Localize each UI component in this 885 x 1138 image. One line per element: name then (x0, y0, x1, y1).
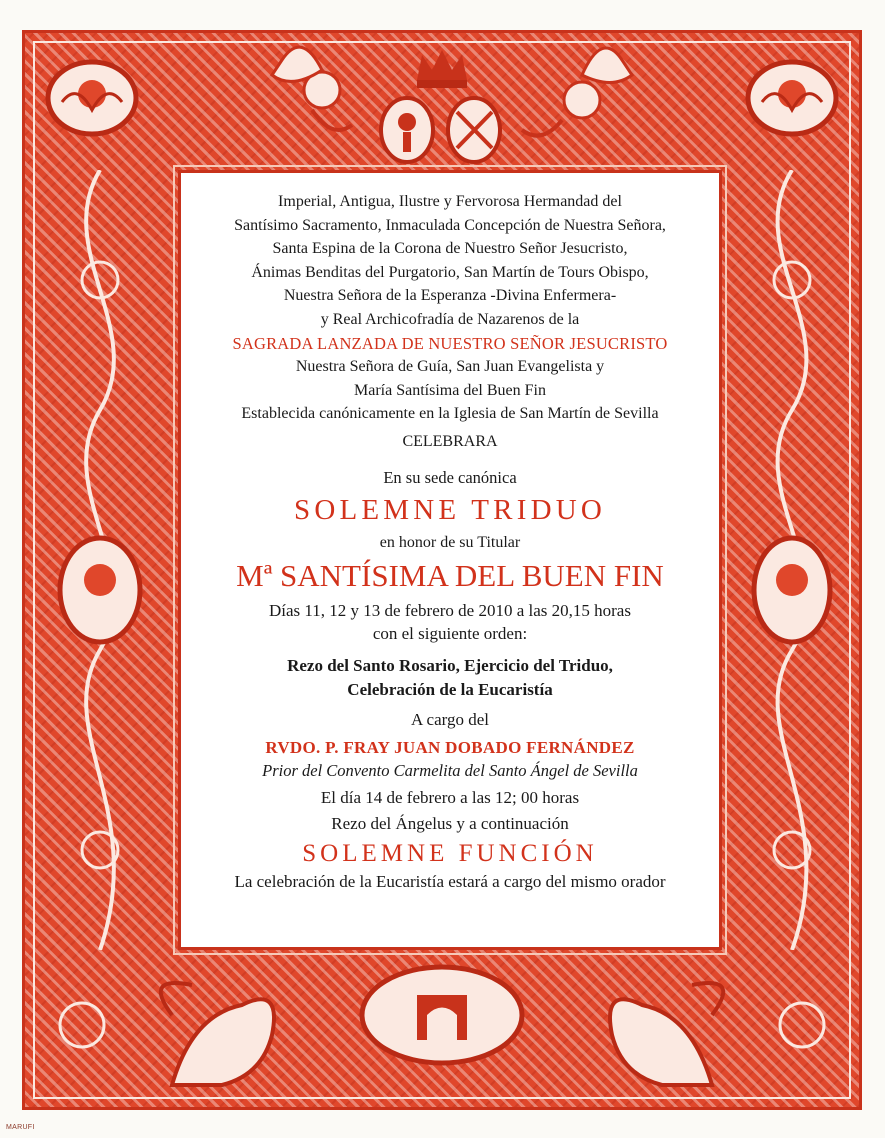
hermandad-line-9: Establecida canónicamente en la Iglesia de San Martín de Sevilla (241, 405, 659, 423)
cherub-medallion-icon (748, 62, 836, 134)
cherub-medallion-icon (754, 538, 830, 642)
griffin-icon (610, 983, 723, 1085)
dia14-text: El día 14 de febrero a las 12; 00 horas (320, 787, 580, 807)
prior-text: Prior del Convento Carmelita del Santo Ángel de Sevilla (262, 761, 638, 781)
right-side-ornament (722, 170, 862, 950)
church-facade-icon (362, 967, 522, 1063)
celebrara-heading: CELEBRARA (402, 432, 498, 450)
rezo-text: Rezo del Santo Rosario, Ejercicio del Triduo, (287, 655, 613, 675)
hermandad-line-2: Santísimo Sacramento, Inmaculada Concepción de Nuestra Señora, (234, 216, 666, 234)
hermandad-line-8: María Santísima del Buen Fin (354, 381, 546, 399)
hermandad-name: SAGRADA LANZADA DE NUESTRO SEÑOR JESUCRISTO (232, 333, 668, 353)
angel-icon (522, 48, 632, 136)
cherub-medallion-icon (48, 62, 136, 134)
hermandad-line-4: Ánimas Benditas del Purgatorio, San Martín de Tours Obispo, (251, 263, 649, 281)
order-text: con el siguiente orden: (372, 624, 528, 644)
titular-title: Mª SANTÍSIMA DEL BUEN FIN (236, 557, 664, 593)
announcement-text (178, 190, 722, 893)
hermandad-line-7: Nuestra Señora de Guía, San Juan Evangelista y (295, 358, 605, 376)
hermandad-line-6: y Real Archicofradía de Nazarenos de la (320, 310, 580, 328)
angel-icon (272, 47, 352, 130)
sede-text: En su sede canónica (383, 467, 517, 487)
final-text: La celebración de la Eucaristía estará a cargo del mismo orador (234, 871, 666, 891)
orador-name: RVDO. P. FRAY JUAN DOBADO FERNÁNDEZ (265, 737, 635, 757)
funcion-title: SOLEMNE FUNCIÓN (302, 839, 598, 867)
angelus-text: Rezo del Ángelus y a continuación (331, 814, 569, 834)
printer-mark: MARUFI (6, 1124, 35, 1131)
hermandad-line-5: Nuestra Señora de la Esperanza -Divina Enfermera- (283, 287, 617, 305)
monstrance-icon (381, 98, 433, 162)
cherub-medallion-icon (60, 538, 140, 642)
bottom-ornament (22, 955, 862, 1105)
griffin-icon (161, 983, 274, 1085)
crown-icon (417, 50, 467, 88)
celebracion-text: Celebración de la Eucaristía (347, 679, 553, 699)
left-side-ornament (22, 170, 178, 950)
honor-text: en honor de su Titular (379, 534, 521, 552)
hermandad-line-1: Imperial, Antigua, Ilustre y Fervorosa Hermandad del (278, 193, 622, 210)
coat-of-arms-icon (448, 98, 500, 162)
top-ornament (22, 30, 862, 180)
a-cargo-text: A cargo del (410, 709, 490, 729)
hermandad-line-3: Santa Espina de la Corona de Nuestro Señor Jesucristo, (272, 240, 628, 258)
triduo-title: SOLEMNE TRIDUO (293, 494, 606, 527)
dates-text: Días 11, 12 y 13 de febrero de 2010 a las 20,15 horas (269, 600, 631, 620)
